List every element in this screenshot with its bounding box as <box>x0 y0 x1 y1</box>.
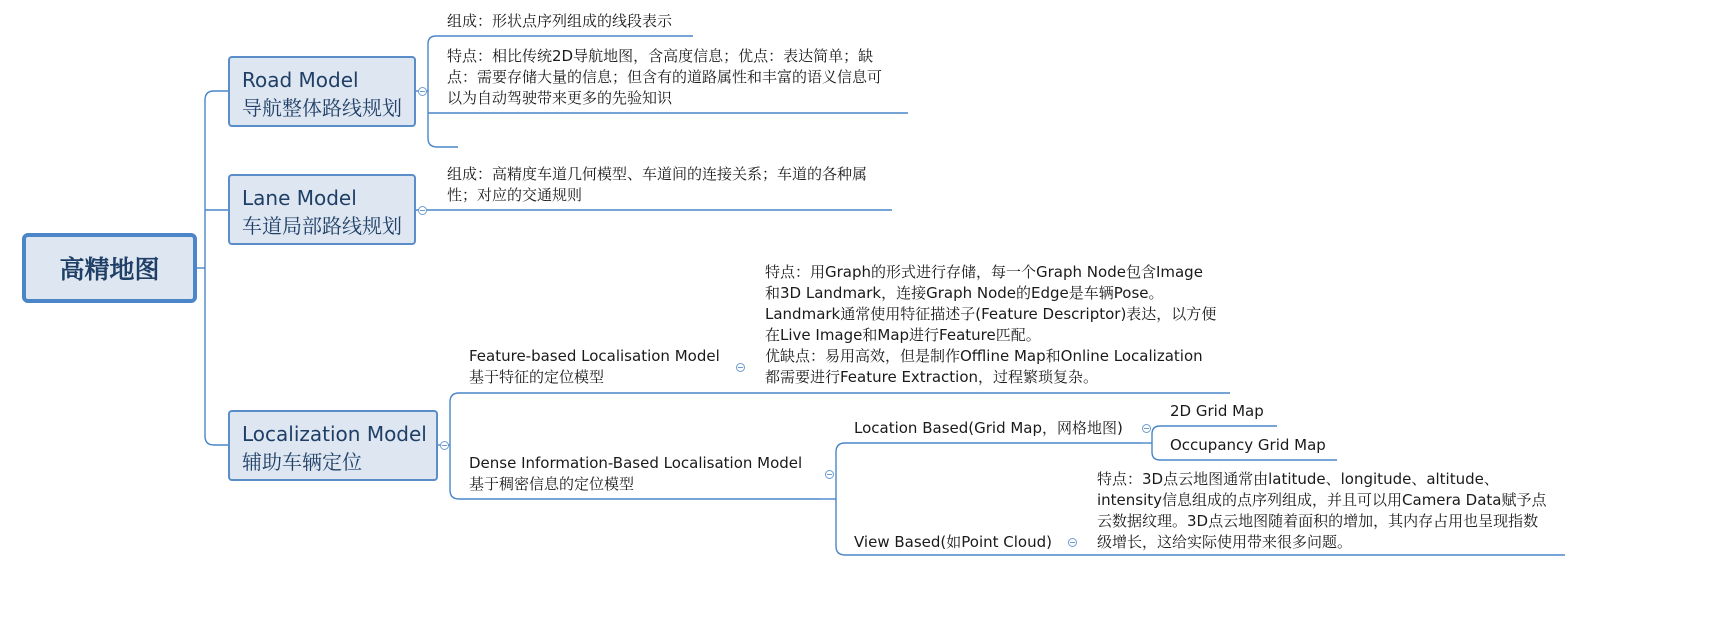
root-label: 高精地图 <box>59 255 160 284</box>
edge-root-localization <box>205 100 229 445</box>
occupancy-grid-map: Occupancy Grid Map <box>1170 436 1326 454</box>
collapse-dense-icon[interactable] <box>825 470 834 479</box>
road-features: 特点：相比传统2D导航地图，含高度信息；优点：表达简单；缺 点：需要存储大量的信息；但含有的道路属性和丰富的语义信息可 以为自动驾驶带来更多的先验知识 <box>447 47 883 107</box>
edge-loc-feature <box>450 393 733 402</box>
feature-based-node[interactable]: Feature-based Localisation Model 基于特征的定位模型 <box>469 347 720 386</box>
edge-dense-location <box>836 443 1141 452</box>
root-node[interactable] <box>22 233 197 303</box>
dense-based-node[interactable]: Dense Information-Based Localisation Model 基于稠密信息的定位模型 <box>469 454 803 493</box>
collapse-location-icon[interactable] <box>1142 424 1151 433</box>
lane-composition: 组成：高精度车道几何模型、车道间的连接关系；车道的各种属 性；对应的交通规则 <box>447 165 868 204</box>
edge-location-2d <box>1152 426 1277 434</box>
lane-model-subtitle: 车道局部路线规划 <box>242 214 402 238</box>
collapse-localization-icon[interactable] <box>440 441 449 450</box>
lane-model-node[interactable] <box>228 174 416 245</box>
edge-root-road <box>205 91 229 100</box>
localization-model-title: Localization Model <box>242 422 427 446</box>
road-composition: 组成：形状点序列组成的线段表示 <box>447 12 673 30</box>
view-based-description: 特点：3D点云地图通常由latitude、longitude、altitude、 intensity信息组成的点序列组成，并且可以用Camera Data赋予点 云数据纹理。3D点云地图随着面积的增加，其内存占用也呈现指数 级增长，这给实际使用带来很多问题。 <box>1097 470 1547 551</box>
road-model-subtitle: 导航整体路线规划 <box>242 96 402 120</box>
localization-model-subtitle: 辅助车辆定位 <box>242 450 362 474</box>
location-based-node[interactable]: Location Based(Grid Map，网格地图) <box>854 419 1123 437</box>
edge-road-composition <box>428 36 693 44</box>
view-based-node[interactable]: View Based(如Point Cloud) <box>854 533 1052 551</box>
localization-model-node[interactable] <box>228 410 438 481</box>
feature-based-description: 特点：用Graph的形式进行存储，每一个Graph Node包含Image 和3D Landmark，连接Graph Node的Edge是车辆Pose。 Landmark通常使用特征描述子(Feature Descriptor)表达，以方便 在Live Image和Map进行Feature匹配。 优缺点：易用高效，但是制作Offline Map和Online Localization 都需要进行Feature Extraction，过程繁琐复杂。 <box>765 263 1217 386</box>
lane-model-title: Lane Model <box>242 186 357 210</box>
collapse-lane-icon[interactable] <box>418 206 427 215</box>
collapse-road-icon[interactable] <box>418 87 427 96</box>
grid-map-2d: 2D Grid Map <box>1170 402 1264 420</box>
road-model-title: Road Model <box>242 68 359 92</box>
road-model-node[interactable] <box>228 56 416 127</box>
collapse-feature-icon[interactable] <box>736 363 745 372</box>
collapse-view-icon[interactable] <box>1068 538 1077 547</box>
